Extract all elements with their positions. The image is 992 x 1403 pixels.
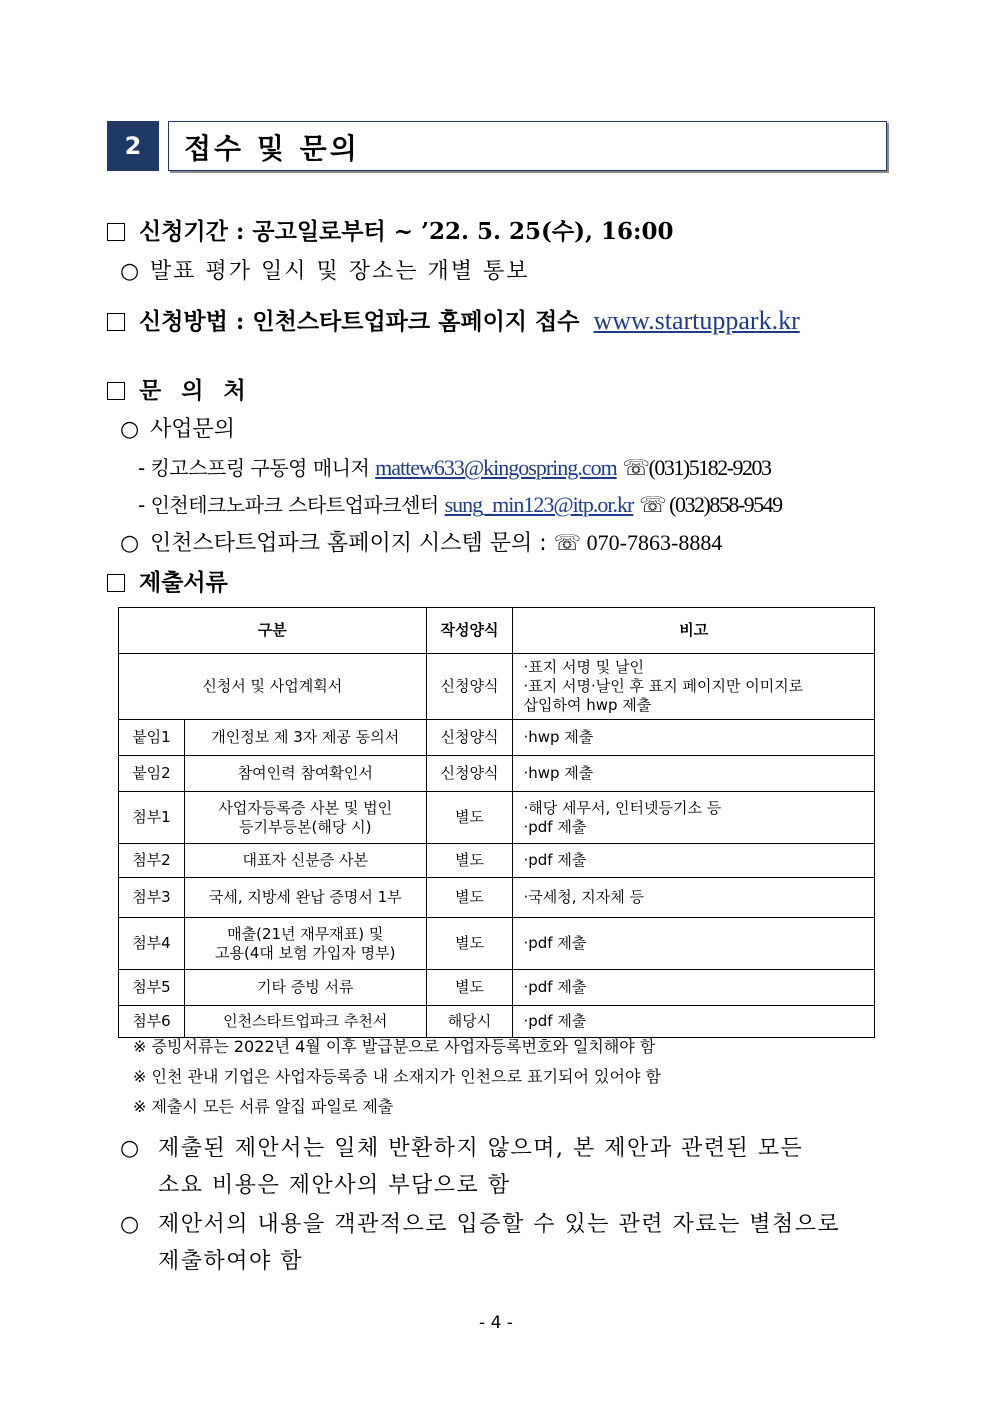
system-contact-phone: ☏ 070-7863-8884 xyxy=(553,530,723,555)
notice-1 xyxy=(120,1131,803,1162)
system-contact-label: 인천스타트업파크 홈페이지 시스템 문의 : xyxy=(150,531,547,556)
cell-document-code: 첨부2 xyxy=(119,844,185,878)
cell-document-code: 첨부1 xyxy=(119,792,185,844)
section-number: 2 xyxy=(107,121,159,171)
period-bullet xyxy=(120,254,530,285)
contact-person-1-email[interactable]: mattew633@kingospring.com xyxy=(375,455,617,480)
cell-document-note xyxy=(513,720,875,756)
cell-document-name xyxy=(119,654,427,720)
header-category: 구분 xyxy=(119,608,427,654)
header-form: 작성양식 xyxy=(426,608,513,654)
cell-document-form: 신청양식 xyxy=(426,720,513,756)
contact-person-1 xyxy=(138,452,771,481)
cell-document-code: 첨부4 xyxy=(119,918,185,970)
cell-document-code: 붙임1 xyxy=(119,720,185,756)
contact-heading-text: 문 의 처 xyxy=(139,377,252,404)
documents-table xyxy=(118,607,875,1038)
checkbox-square-icon xyxy=(107,313,125,331)
cell-document-note xyxy=(513,654,875,720)
contact-person-2-name: - 인천테크노파크 스타트업파크센터 xyxy=(138,493,439,517)
checkbox-square-icon xyxy=(107,223,125,241)
cell-document-form: 별도 xyxy=(426,792,513,844)
note-line: ·pdf 제출 xyxy=(523,978,587,996)
table-row xyxy=(119,878,875,918)
note-line: ·pdf 제출 xyxy=(523,851,587,869)
cell-document-name: 개인정보 제 3자 제공 동의서 xyxy=(184,720,426,756)
cell-document-name: 기타 증빙 서류 xyxy=(184,970,426,1006)
checkbox-square-icon xyxy=(107,574,125,592)
homepage-link[interactable]: www.startuppark.kr xyxy=(593,306,800,335)
cell-document-note xyxy=(513,1006,875,1038)
note-line: ·pdf 제출 xyxy=(523,817,587,836)
cell-document-name: 매출(21년 재무재표) 및 고용(4대 보험 가입자 명부) xyxy=(184,918,426,970)
cell-document-name: 국세, 지방세 완납 증명서 1부 xyxy=(184,878,426,918)
remark-3: ※ 제출시 모든 서류 알집 파일로 제출 xyxy=(133,1097,394,1116)
method-heading xyxy=(107,303,800,336)
cell-document-form: 별도 xyxy=(426,878,513,918)
cell-document-note xyxy=(513,756,875,792)
cell-document-name: 참여인력 참여확인서 xyxy=(184,756,426,792)
notice-2-line-1: 제안서의 내용을 객관적으로 입증할 수 있는 관련 자료는 별첨으로 xyxy=(158,1212,841,1237)
table-row xyxy=(119,792,875,844)
checkbox-square-icon xyxy=(107,382,125,400)
page-number: - 4 - xyxy=(479,1313,513,1333)
cell-document-note xyxy=(513,970,875,1006)
cell-document-code: 첨부5 xyxy=(119,970,185,1006)
note-line: ·표지 서명 및 날인 xyxy=(523,658,644,676)
circle-bullet-icon: ○ xyxy=(120,259,142,284)
cell-document-code: 첨부6 xyxy=(119,1006,185,1038)
business-contact-label xyxy=(120,412,235,443)
cell-document-note xyxy=(513,878,875,918)
note-line: ·표지 서명·날인 후 표지 페이지만 이미지로 xyxy=(523,677,804,695)
notice-2 xyxy=(120,1207,840,1238)
notice-2-line-2: 제출하여야 함 xyxy=(158,1249,304,1274)
cell-document-note xyxy=(513,844,875,878)
docs-heading-text: 제출서류 xyxy=(139,569,228,596)
documents-table-body xyxy=(119,654,875,1038)
contact-person-2-phone: ☏ (032)858-9549 xyxy=(639,492,782,517)
method-heading-text: 신청방법 : 인천스타트업파크 홈페이지 접수 xyxy=(139,308,580,335)
system-contact xyxy=(120,526,722,557)
circle-bullet-icon: ○ xyxy=(120,1212,141,1237)
cell-document-form: 별도 xyxy=(426,844,513,878)
notice-1-line-2: 소요 비용은 제안사의 부담으로 함 xyxy=(158,1173,511,1198)
contact-person-1-name: - 킹고스프링 구동영 매니저 xyxy=(138,456,370,480)
cell-document-code: 첨부3 xyxy=(119,878,185,918)
header-note: 비고 xyxy=(513,608,875,654)
period-heading xyxy=(107,213,674,246)
cell-document-name: 사업자등록증 사본 및 법인 등기부등본(해당 시) xyxy=(184,792,426,844)
business-label-text: 사업문의 xyxy=(150,417,236,442)
circle-bullet-icon: ○ xyxy=(120,1136,141,1161)
notice-1-line-1: 제출된 제안서는 일체 반환하지 않으며, 본 제안과 관련된 모든 xyxy=(158,1136,804,1161)
contact-person-1-phone: ☏(031)5182-9203 xyxy=(622,455,771,480)
remark-1: ※ 증빙서류는 2022년 4월 이후 발급분으로 사업자등록번호와 일치해야 함 xyxy=(133,1037,656,1056)
table-row xyxy=(119,720,875,756)
cell-document-name: 대표자 신분증 사본 xyxy=(184,844,426,878)
note-line: ·해당 세무서, 인터넷등기소 등 xyxy=(523,798,722,817)
circle-bullet-icon: ○ xyxy=(120,531,140,556)
note-line: ·hwp 제출 xyxy=(523,764,594,782)
table-row xyxy=(119,918,875,970)
note-line: ·pdf 제출 xyxy=(523,934,587,952)
period-heading-text: 신청기간 : 공고일로부터 ~ ’22. 5. 25(수), 16:00 xyxy=(139,218,674,245)
note-line: ·pdf 제출 xyxy=(523,1012,587,1030)
table-row xyxy=(119,756,875,792)
document-name-text: 신청서 및 사업계획서 xyxy=(202,677,343,695)
section-title: 접수 및 문의 xyxy=(184,132,360,165)
cell-document-note xyxy=(513,918,875,970)
cell-document-form: 신청양식 xyxy=(426,756,513,792)
cell-document-note xyxy=(513,792,875,844)
cell-document-form: 해당시 xyxy=(426,1006,513,1038)
circle-bullet-icon: ○ xyxy=(120,417,140,442)
table-row xyxy=(119,1006,875,1038)
contact-person-2-email[interactable]: sung_min123@itp.or.kr xyxy=(444,492,634,517)
note-line: 삽입하여 hwp 제출 xyxy=(523,696,652,714)
cell-document-name: 인천스타트업파크 추천서 xyxy=(184,1006,426,1038)
note-line: ·국세청, 지자체 등 xyxy=(523,888,644,906)
contact-person-2 xyxy=(138,489,782,518)
docs-heading xyxy=(107,564,228,597)
contact-heading xyxy=(107,372,252,405)
table-row xyxy=(119,970,875,1006)
cell-document-code: 붙임2 xyxy=(119,756,185,792)
table-header-row xyxy=(119,608,875,654)
note-line: ·hwp 제출 xyxy=(523,728,594,746)
table-row xyxy=(119,654,875,720)
table-row xyxy=(119,844,875,878)
cell-document-form: 신청양식 xyxy=(426,654,513,720)
cell-document-form: 별도 xyxy=(426,970,513,1006)
cell-document-form: 별도 xyxy=(426,918,513,970)
period-bullet-text: 발표 평가 일시 및 장소는 개별 통보 xyxy=(150,259,530,284)
remark-2: ※ 인천 관내 기업은 사업자등록증 내 소재지가 인천으로 표기되어 있어야 함 xyxy=(133,1067,661,1086)
